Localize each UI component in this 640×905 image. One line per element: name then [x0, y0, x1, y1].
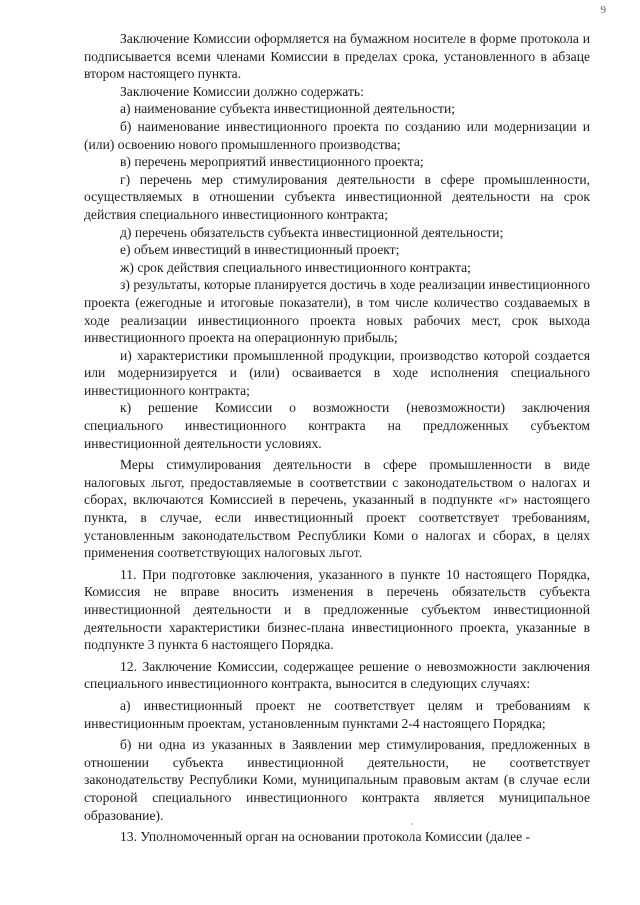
paragraph-conclusion-contents: Заключение Комиссии должно содержать: — [120, 83, 364, 99]
paragraph-protocol: Заключение Комиссии оформляется на бумажном носителе в форме протокола и подписывается всеми членами Комиссии в пределах срока, установленного в абзаце втором настоящего пункта. — [84, 31, 590, 82]
list-item-e: е) объем инвестиций в инвестиционный проект; — [120, 242, 400, 258]
paragraph-12-item-b: б) ни одна из указанных в Заявлении мер стимулирования, предложенных в отношении субъекта инвестиционной деятельности, не соответствует законодательству Республики Коми, муниципальным правовым актам (в случае если стороной специального инвестиционного контракта является муниципальное образование). — [84, 737, 590, 823]
list-item-z: з) результаты, которые планируется достичь в ходе реализации инвестиционного проекта (ежегодные и итоговые показатели), в том числе количество создаваемых в ходе реализации инвестиционного проекта новых рабочих мест, срок выхода инвестиционного проекта на операционную прибыль; — [84, 277, 590, 346]
paragraph-tax-benefits: Меры стимулирования деятельности в сфере промышленности в виде налоговых льгот, предоставляемые в соответствии с законодательством о налогах и сборах, включаются Комиссией в перечень, указанный в подпункте «г» настоящего пункта, в случае, если инвестиционный проект соответствует требованиям, установленным законодательством Республики Коми о налогах и сборах, в целях применения соответствующих налоговых льгот. — [84, 457, 590, 561]
list-item-v: в) перечень мероприятий инвестиционного проекта; — [120, 154, 424, 170]
paragraph-13: 13. Уполномоченный орган на основании протокола Комиссии (далее - — [120, 829, 531, 845]
scan-speck — [411, 823, 413, 825]
page-number: 9 — [600, 4, 606, 16]
list-item-i: и) характеристики промышленной продукции, производство которой создается или модернизируется и (или) осваивается в ходе исполнения специального инвестиционного контракта; — [84, 347, 590, 398]
list-item-g: г) перечень мер стимулирования деятельности в сфере промышленности, осуществляемых в отношении субъекта инвестиционной деятельности на срок действия специального инвестиционного контракта; — [84, 171, 590, 222]
list-item-d: д) перечень обязательств субъекта инвестиционной деятельности; — [120, 224, 504, 240]
list-item-k: к) решение Комиссии о возможности (невозможности) заключения специального инвестиционного контракта на предложенных субъектом инвестиционной деятельности условиях. — [84, 400, 590, 451]
paragraph-11: 11. При подготовке заключения, указанного в пункте 10 настоящего Порядка, Комиссия не вправе вносить изменения в перечень обязательств субъекта инвестиционной деятельности и в предложенные субъектом инвестиционной деятельности характеристики бизнес-плана инвестиционного проекта, указанные в подпункте 3 пункта 6 настоящего Порядка. — [84, 566, 590, 653]
list-item-b: б) наименование инвестиционного проекта по созданию или модернизации и (или) освоению нового промышленного производства; — [84, 118, 590, 152]
list-item-zh: ж) срок действия специального инвестиционного контракта; — [120, 259, 471, 275]
paragraph-12-item-a: а) инвестиционный проект не соответствует целям и требованиям к инвестиционным проектам, установленным пунктами 2-4 настоящего Порядка; — [84, 697, 590, 731]
document-body — [84, 30, 590, 846]
paragraph-12: 12. Заключение Комиссии, содержащее решение о невозможности заключения специального инвестиционного контракта, выносится в следующих случаях: — [84, 658, 590, 692]
list-item-a: а) наименование субъекта инвестиционной деятельности; — [120, 101, 456, 117]
